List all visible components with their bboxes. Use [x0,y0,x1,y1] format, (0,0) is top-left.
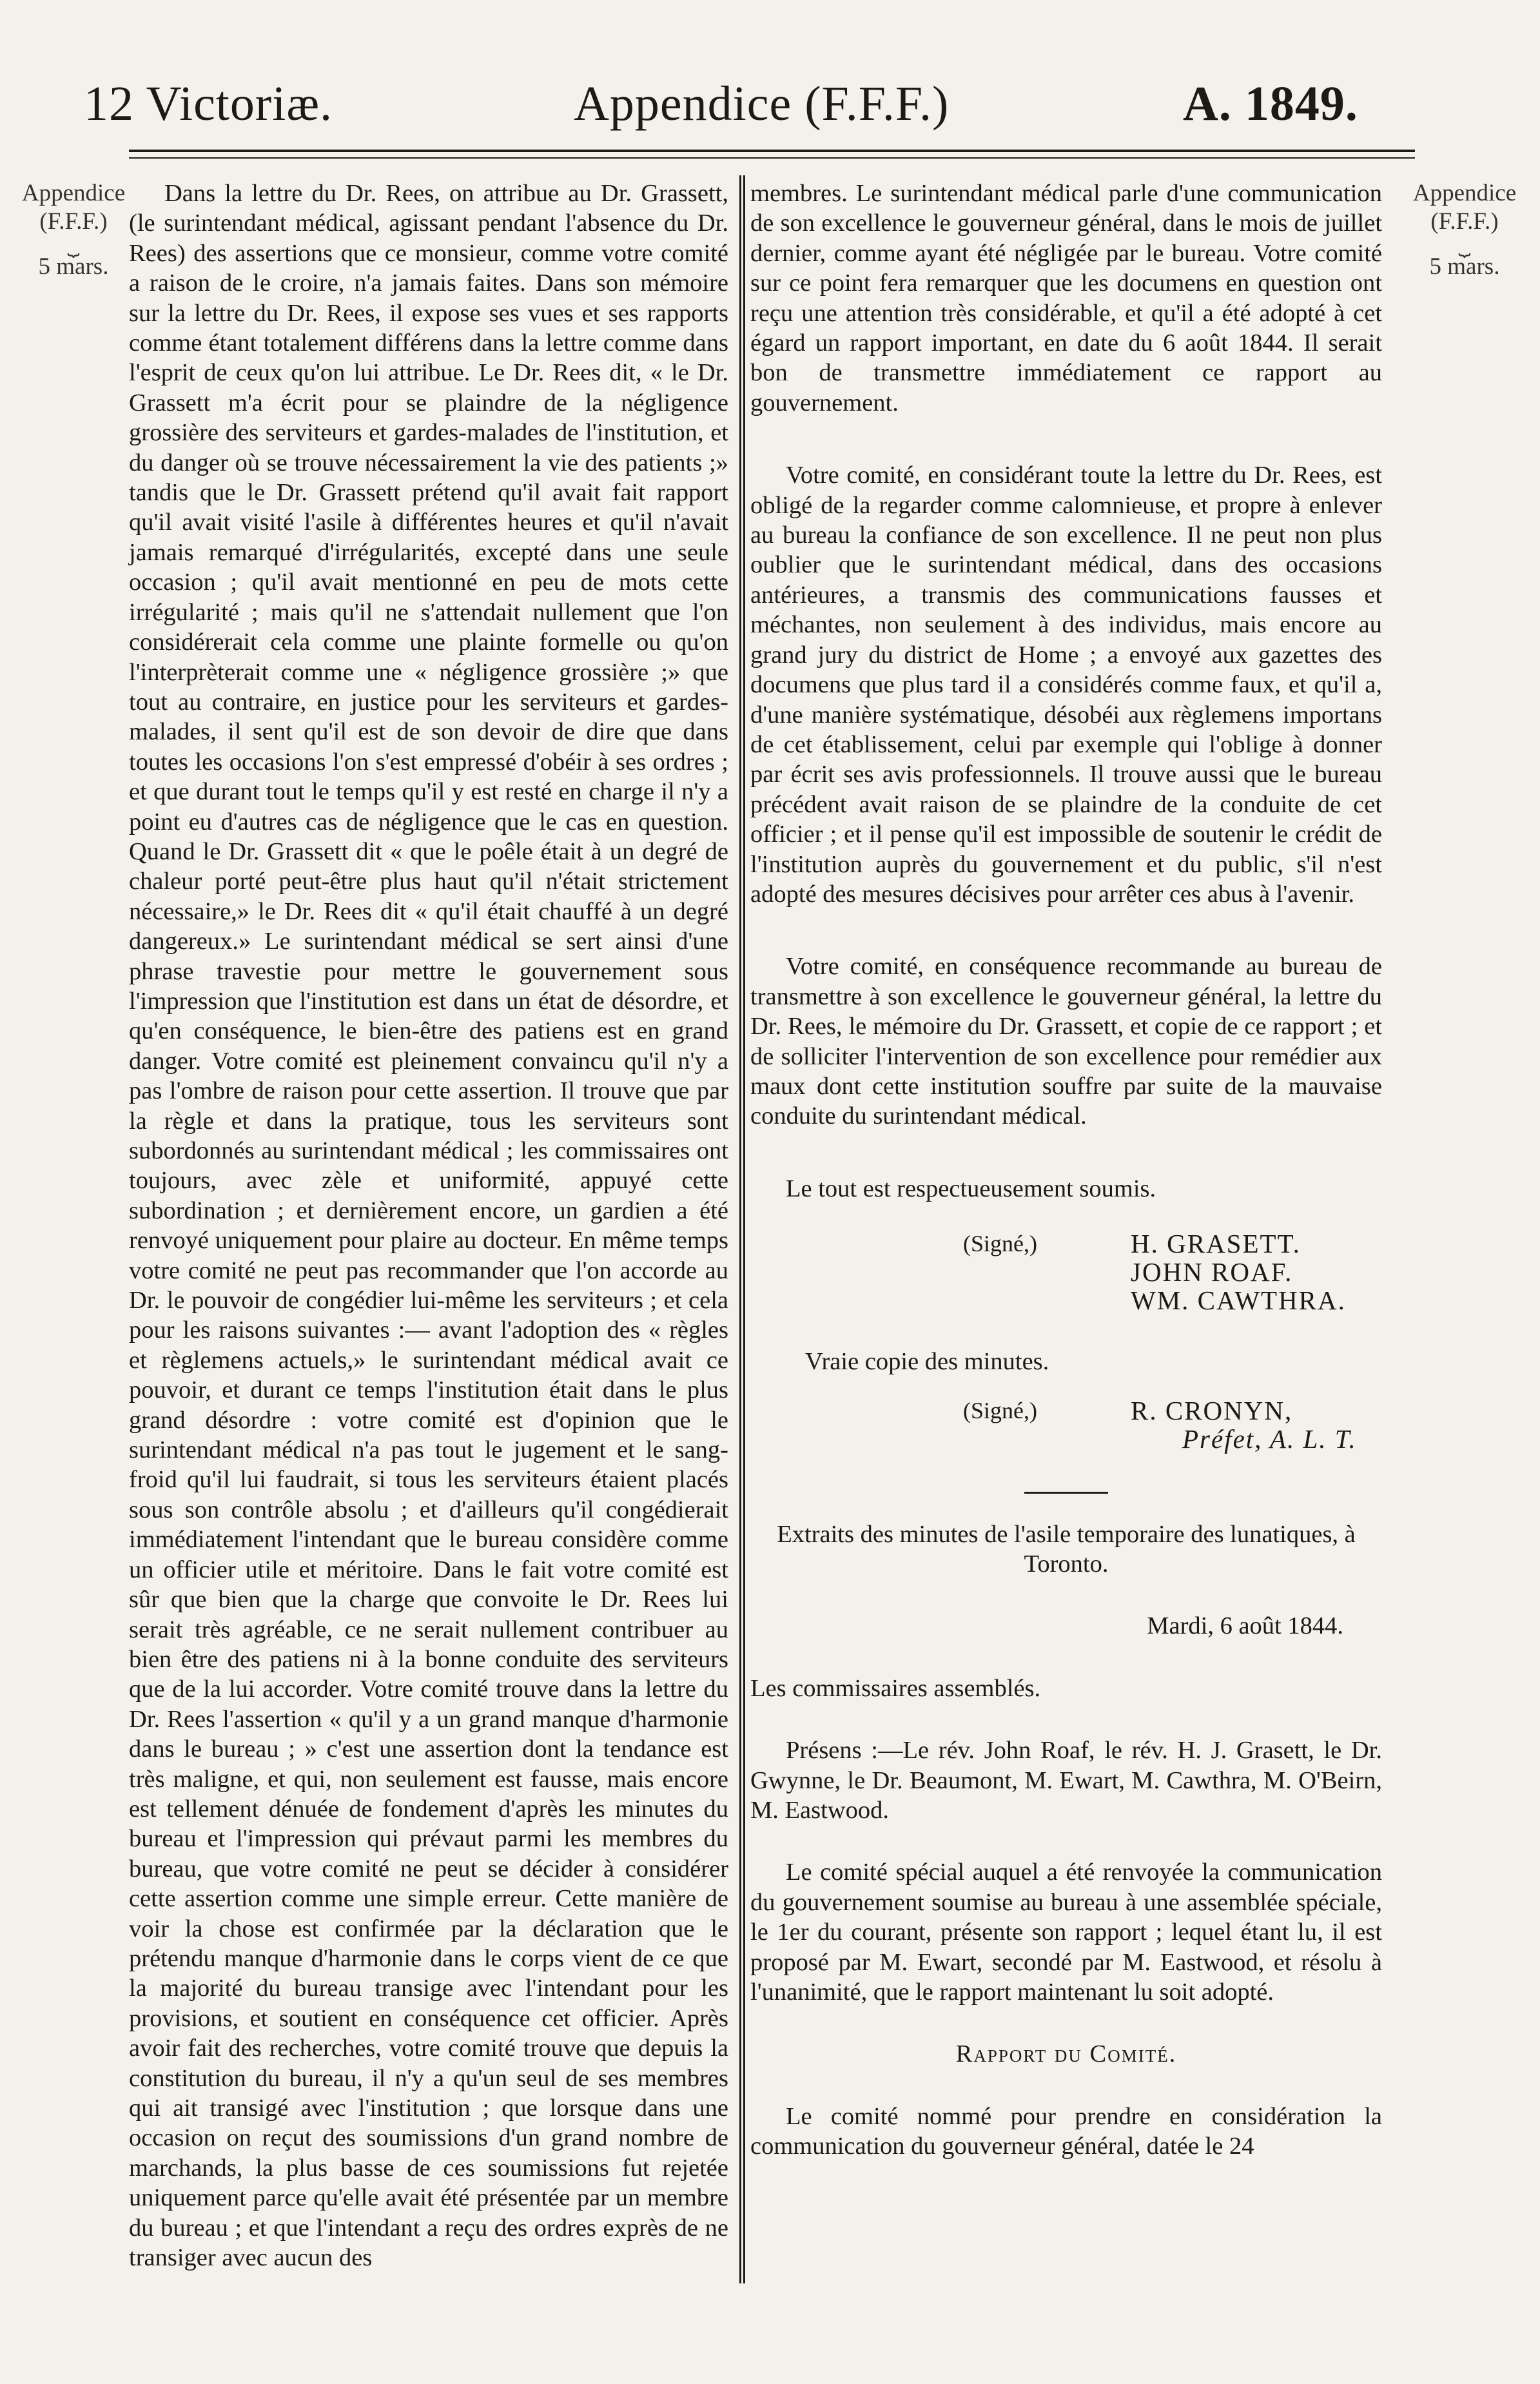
margin-note-code: (F.F.F.) [39,208,108,235]
signatory: H. GRASETT. [1131,1229,1301,1259]
signature-block [963,1229,1382,1314]
header-year: A. 1849. [1183,77,1358,131]
body-paragraph: Le comité spécial auquel a été renvoyée la communication du gouvernement soumise au bureau à une assemblée spéciale, le 1er du courant, présente son rapport ; lequel étant lu, il est proposé par M. Ewart, secondé par M. Eastwood, et résolu à l'unanimité, que le rapport maintenant lu soit adopté. [750,1859,1382,2006]
signed-label: (Signé,) [963,1397,1037,1423]
certification-line: Vraie copie des minutes. [805,1348,1049,1376]
section-divider [1024,1492,1108,1494]
body-paragraph: Votre comité, en conséquence recommande au bureau de transmettre à son excellence le gouverneur général, la lettre du Dr. Rees, le mémoire du Dr. Grassett, et copie de ce rapport ; et de solliciter l'intervention de son excellence pour remédier aux maux dont cette institution souffre par suite de la mauvaise conduite du surintendant médical. [750,953,1382,1130]
signature-block [963,1396,1382,1453]
brace-mark: ⏟ [1458,233,1471,256]
body-paragraph: Dans la lettre du Dr. Rees, on attribue au Dr. Grassett, (le surintendant médical, agissant pendant l'absence du Dr. Rees) des assertions que ce monsieur, comme votre comité a raison de le croire, n'a jamais faites. Dans son mémoire sur la lettre du Dr. Rees, il expose ses vues et ses rapports comme étant totalement différens dans la lettre comme dans l'esprit de ceux qu'on lui attribue. Le Dr. Rees dit, « le Dr. Grassett m'a écrit pour se plaindre de la négligence grossière des serviteurs et gardes-malades de l'institution, et du danger où se trouve nécessairement la vie des patients ;» tandis que le Dr. Grassett prétend qu'il avait fait rapport qu'il avait visité l'asile à différentes heures et qu'il n'avait jamais remarqué d'irrégularités, excepté dans une seule occasion ; qu'il avait mentionné en peu de mots cette irrégularité ; mais qu'il ne s'attendait nullement que l'on considérerait cela comme une plainte formelle ou qu'on l'interprèterait comme une « négligence grossière ;» que tout au contraire, en justice pour les serviteurs et gardes-malades, il sent qu'il est de son devoir de dire que dans toutes les occasions l'on s'est empressé d'obéir à ses ordres ; et que durant tout le temps qu'il y est resté en charge il n'y a point eu d'autres cas de négligence que le cas en question. Quand le Dr. Grassett dit « que le poêle était à un degré de chaleur porté peut-être plus haut qu'il n'était strictement nécessaire,» le Dr. Rees dit « qu'il était chauffé à un degré dangereux.» Le surintendant médical se sert ainsi d'une phrase travestie pour mettre le gouvernement sous l'impression que l'institution est dans un état de désordre, et qu'en conséquence, le bien-être des patiens est en grand danger. Votre comité est pleinement convaincu qu'il n'y a pas l'ombre de raison pour cette assertion. Il trouve que par la règle et dans la pratique, tous les serviteurs sont subordonnés au surintendant médical ; les commissaires ont toujours, avec zèle et uniformité, appuyé cette subordination ; et dernièrement encore, un gardien a été renvoyé uniquement pour plaire au docteur. En même temps votre comité ne peut pas recommander que l'on accorde au Dr. le pouvoir de congédier lui-même les serviteurs ; et cela pour les raisons suivantes :— avant l'adoption des « règles et règlemens actuels,» le surintendant médical avait ce pouvoir, et durant ce temps l'institution était dans le plus grand désordre : votre comité est d'opinion que le surintendant médical n'a pas tout le jugement et le sang-froid qu'il lui faudrait, si tous les serviteurs étaient placés sous son contrôle absolu ; et d'ailleurs qu'il congédierait immédiatement l'intendant que le bureau considère comme un officier utile et méritoire. Dans le fait votre comité est sûr que bien que la charge que convoite le Dr. Rees lui serait très agréable, ce ne serait nullement contribuer au bien être des patiens ni à la bonne conduite des serviteurs que de la lui accorder. Votre comité trouve dans la lettre du Dr. Rees l'assertion « qu'il y a un grand manque d'harmonie dans le bureau ; » c'est une assertion dont la tendance est très maligne, et qui, non seulement est fausse, mais encore est tellement dénuée de fondement d'après les minutes du bureau et l'impression qui prévaut parmi les membres du bureau, que votre comité ne peut se décider à considérer cette assertion comme une simple erreur. Cette manière de voir la chose est confirmée par la déclaration que le prétendu manque d'harmonie dans le corps vient de ce que la majorité du bureau transige avec l'intendant pour les provisions, et soutient en conséquence cet officier. Après avoir fait des recherches, votre comité trouve que depuis la constitution du bureau, il n'y a qu'un seul de ses membres qui ait transigé avec l'institution ; que lorsque dans une occasion on reçut des soumissions d'un grand nombre de marchands, la plus basse de ces soumissions fut rejetée uniquement parce qu'elle avait été présentée par un membre du bureau ; et que l'intendant a reçu des ordres exprès de ne transiger avec aucun des [129,180,728,2272]
brace-mark: ⏟ [67,233,80,256]
signatory: R. CRONYN, [1131,1395,1293,1425]
body-paragraph: Votre comité, en considérant toute la lettre du Dr. Rees, est obligé de la regarder comme calomnieuse, et propre à enlever au bureau la confiance de son excellence. Il ne peut non plus oublier que le surintendant médical, dans des occasions antérieures, a transmis des communications fausses et méchantes, non seulement à des individus, mais encore au grand jury du district de Home ; a envoyé aux gazettes des documens que plus tard il a considérés comme faux, et qu'il a, d'une manière systématique, désobéi aux règlemens importans de cet établissement, celui par exemple qui l'oblige à donner par écrit ses avis professionnels. Il trouve aussi que le bureau précédent avait raison de se plaindre de la conduite de cet officier ; et il pense qu'il est impossible de soutenir le crédit de l'institution auprès du gouvernement et du public, s'il n'est adopté des mesures décisives pour arrêter ces abus à l'avenir. [750,462,1382,908]
body-paragraph: membres. Le surintendant médical parle d'une communication de son excellence le gouverneur général, dans le mois de juillet dernier, comme ayant été négligée par le bureau. Votre comité sur ce point fera remarquer que les documens en question ont reçu une attention très considérable, et qu'il a été adopté à cet égard un rapport important, en date du 6 août 1844. Il serait bon de transmettre immédiatement ce rapport au gouvernement. [750,180,1382,416]
closing-line: Le tout est respectueusement soumis. [786,1175,1156,1202]
report-heading: Rapport du Comité. [955,2040,1177,2068]
margin-note-date: 5 mars. [1429,253,1500,280]
header-rule-thin [129,157,1415,159]
margin-note-code: (F.F.F.) [1430,208,1499,235]
signatory-names [1131,1229,1401,1314]
margin-note-appendix: Appendice [21,180,126,206]
margin-note-appendix: Appendice [1412,180,1517,206]
attendance-list: Présens :—Le rév. John Roaf, le rév. H. J. Grasett, le Dr. Gwynne, le Dr. Beaumont, M. Ewart, M. Cawthra, M. O'Beirn, M. Eastwood. [750,1737,1382,1824]
body-paragraph: Les commissaires assemblés. [750,1674,1041,1702]
signatory-names [1131,1396,1401,1453]
signatory-title: Préfet, A. L. T. [1182,1423,1357,1454]
header-session: 12 Victoriæ. [84,77,333,131]
header-appendix: Appendice (F.F.F.) [574,77,950,131]
meeting-date: Mardi, 6 août 1844. [1147,1612,1343,1640]
right-column [750,179,1382,2162]
margin-note-left [9,179,138,281]
margin-note-right [1394,179,1535,281]
section-title: Extraits des minutes de l'asile temporaire des lunatiques, à Toronto. [777,1520,1356,1578]
body-paragraph: Le comité nommé pour prendre en considération la communication du gouverneur général, datée le 24 [750,2102,1382,2160]
margin-note-date: 5 mars. [38,253,109,280]
column-divider [743,175,745,2283]
signatory: JOHN ROAF. [1131,1257,1293,1287]
header-rule-thick [129,150,1415,152]
signed-label: (Signé,) [963,1231,1037,1257]
left-column [129,179,728,2272]
column-divider [739,175,741,2283]
signatory: WM. CAWTHRA. [1131,1285,1346,1316]
